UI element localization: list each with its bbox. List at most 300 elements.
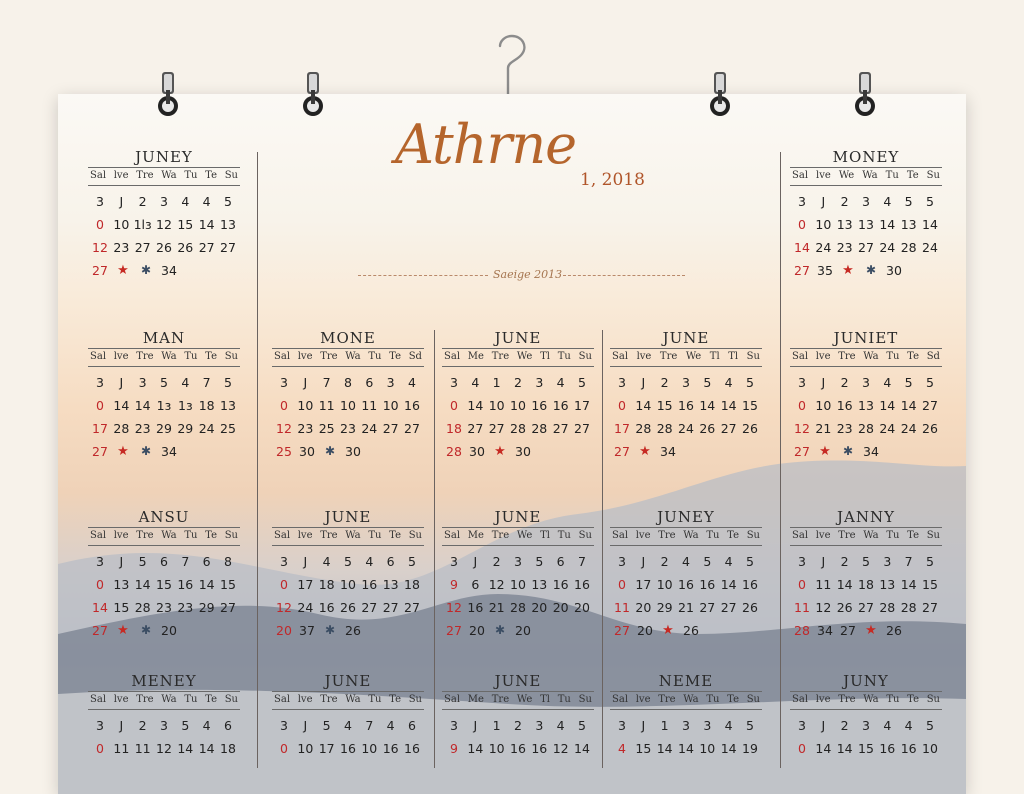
day-cell: 12: [156, 741, 172, 756]
day-cell: 27: [552, 421, 569, 436]
day-cell: 14: [574, 741, 590, 756]
day-cell: 3: [798, 718, 806, 733]
weekday-label: Sal: [274, 530, 291, 541]
weekday-label: Tre: [136, 530, 154, 541]
weekday-label: Sal: [444, 530, 461, 541]
month-block: [86, 672, 242, 760]
day-cell: 24: [900, 421, 917, 436]
week-row: [86, 190, 242, 213]
weekday-label: Tre: [838, 351, 856, 362]
weekday-label: Su: [224, 170, 238, 181]
week-row: [270, 714, 426, 737]
day-cell: 16: [467, 600, 484, 615]
weekday-label: Su: [224, 530, 238, 541]
day-cell: 27: [220, 240, 236, 255]
day-cell: 3: [883, 554, 892, 569]
week-row: [788, 213, 944, 236]
day-cell: 10: [699, 741, 716, 756]
day-cell: 10: [488, 398, 505, 413]
column-divider: [602, 330, 603, 768]
day-cell: 5: [407, 554, 416, 569]
weekday-label: Tu: [184, 530, 198, 541]
day-cell: 3: [798, 375, 806, 390]
day-cell: 29: [177, 421, 194, 436]
day-cell: 28: [510, 421, 526, 436]
day-cell: 18: [446, 421, 462, 436]
day-cell: 15: [635, 741, 652, 756]
weekday-label: lve: [816, 170, 831, 181]
day-cell: 0: [96, 217, 104, 232]
day-cell: 17: [614, 421, 630, 436]
weekday-label: Wa: [161, 351, 177, 362]
day-cell: 3: [96, 718, 104, 733]
day-cell: 0: [450, 398, 458, 413]
weekday-label: Su: [578, 351, 592, 362]
day-cell: 3: [280, 375, 288, 390]
weekday-label: Te: [205, 530, 217, 541]
weekday-label: Te: [205, 351, 217, 362]
weekday-label: lve: [635, 694, 651, 705]
day-cell: 34: [660, 444, 676, 459]
day-cell: 16: [382, 741, 399, 756]
month-name: JUNIET: [833, 329, 899, 347]
week-row: [608, 619, 764, 642]
day-cell: 4: [471, 375, 480, 390]
hanger-hook-icon: [478, 34, 538, 96]
day-cell: 5: [745, 554, 754, 569]
day-cell: 17: [92, 421, 108, 436]
day-cell: 0: [798, 577, 806, 592]
day-cell: 12: [552, 741, 569, 756]
day-cell: 27: [404, 600, 420, 615]
weekday-row: [86, 528, 242, 544]
day-cell: 30: [299, 444, 315, 459]
weekday-label: Tu: [706, 530, 720, 541]
day-cell: J: [473, 718, 478, 733]
day-cell: 34: [817, 623, 833, 638]
day-cell: 3: [798, 194, 806, 209]
day-cell: 16: [678, 398, 694, 413]
day-cell: 35: [817, 263, 833, 278]
weekday-label: Wa: [863, 694, 879, 705]
weekday-label: Te: [727, 694, 739, 705]
day-cell: 37: [299, 623, 315, 638]
day-cell: 0: [96, 398, 104, 413]
month-block: [270, 329, 426, 463]
weekday-label: Sal: [90, 351, 107, 362]
day-cell: 4: [682, 554, 690, 569]
weekday-rule: [610, 366, 762, 367]
day-cell: 4: [556, 718, 565, 733]
day-cell: 7: [904, 554, 913, 569]
day-cell: 4: [883, 718, 892, 733]
day-cell: 2: [138, 194, 147, 209]
weekday-label: Su: [746, 694, 760, 705]
day-cell: 9: [450, 741, 458, 756]
day-cell: 15: [220, 577, 236, 592]
day-cell: 26: [922, 421, 938, 436]
day-cell: 6: [223, 718, 232, 733]
weekday-label: Tl: [540, 530, 550, 541]
calendar-year: 1, 2018: [580, 170, 645, 190]
day-cell: 27: [92, 444, 108, 459]
day-cell: 11: [361, 398, 378, 413]
day-cell: 16: [361, 577, 378, 592]
weekday-row: [440, 692, 596, 708]
day-cell: J: [821, 194, 826, 209]
day-cell: J: [303, 554, 308, 569]
day-cell: 3: [798, 554, 806, 569]
day-cell: 29: [198, 600, 215, 615]
day-cell: 14: [720, 398, 737, 413]
day-cell: 14: [900, 398, 917, 413]
month-name: ANSU: [138, 508, 190, 526]
weekday-label: Te: [389, 351, 401, 362]
weekday-label: lve: [636, 351, 652, 362]
weekday-label: Tre: [136, 694, 154, 705]
week-row: [788, 371, 944, 394]
day-cell: 7: [577, 554, 586, 569]
weekday-label: Tre: [136, 351, 154, 362]
week-row: [788, 619, 944, 642]
month-block: [788, 329, 944, 463]
day-cell: 2: [514, 375, 522, 390]
weekday-row: [86, 168, 242, 184]
weekday-label: Su: [926, 694, 940, 705]
day-cell: 10: [340, 398, 356, 413]
week-row: [440, 440, 596, 463]
calendar-title: Athrne: [395, 113, 577, 176]
week-row: [440, 371, 596, 394]
day-cell: 8: [223, 554, 232, 569]
star-icon: ★: [662, 623, 674, 638]
star-icon: ★: [842, 263, 854, 278]
day-cell: 30: [345, 444, 361, 459]
day-cell: 13: [900, 217, 917, 232]
weekday-label: Sal: [90, 530, 107, 541]
day-cell: 27: [720, 421, 737, 436]
weekday-label: Tu: [886, 351, 900, 362]
day-cell: 23: [836, 240, 853, 255]
day-cell: 16: [879, 741, 896, 756]
day-cell: 27: [198, 240, 215, 255]
week-row: [86, 371, 242, 394]
day-cell: 30: [515, 444, 531, 459]
weekday-label: Tu: [184, 170, 198, 181]
day-cell: 7: [365, 718, 374, 733]
week-row: [270, 371, 426, 394]
day-cell: J: [821, 375, 826, 390]
weekday-rule: [88, 185, 240, 186]
day-cell: 3: [862, 718, 870, 733]
day-cell: 5: [577, 718, 586, 733]
day-cell: 4: [724, 718, 733, 733]
day-cell: 27: [574, 421, 590, 436]
day-cell: 3: [138, 375, 147, 390]
day-cell: 3: [514, 554, 522, 569]
day-cell: 26: [156, 240, 172, 255]
day-cell: 0: [280, 741, 288, 756]
month-name: MAN: [142, 329, 186, 347]
day-cell: J: [119, 554, 124, 569]
day-cell: 16: [836, 398, 853, 413]
day-cell: 3: [618, 375, 626, 390]
weekday-label: Wa: [161, 170, 177, 181]
day-cell: J: [303, 718, 308, 733]
week-row: [270, 440, 426, 463]
day-cell: 15: [656, 398, 673, 413]
day-cell: 3: [703, 718, 712, 733]
weekday-label: Tu: [368, 694, 382, 705]
day-cell: 4: [618, 741, 626, 756]
day-cell: 5: [703, 554, 712, 569]
weekday-label: Sd: [408, 351, 422, 362]
day-cell: 14: [720, 577, 737, 592]
month-block: [440, 508, 596, 642]
weekday-label: Wa: [345, 351, 361, 362]
day-cell: 23: [134, 421, 151, 436]
day-cell: 10: [113, 217, 130, 232]
day-cell: J: [641, 718, 646, 733]
day-cell: 6: [160, 554, 168, 569]
weekday-label: Su: [926, 170, 940, 181]
weekday-label: Sal: [792, 351, 809, 362]
day-cell: 2: [138, 718, 147, 733]
day-cell: 12: [794, 421, 810, 436]
week-row: [440, 417, 596, 440]
divider-right: [563, 275, 685, 276]
weekday-label: Tu: [368, 351, 382, 362]
day-cell: 4: [322, 554, 331, 569]
day-cell: 14: [836, 577, 853, 592]
day-cell: 16: [340, 741, 356, 756]
month-block: [270, 508, 426, 642]
day-cell: 3: [535, 375, 544, 390]
weekday-label: Tu: [557, 694, 571, 705]
day-cell: 14: [815, 741, 832, 756]
day-cell: 6: [386, 554, 395, 569]
day-cell: 10: [297, 741, 314, 756]
day-cell: 5: [223, 194, 232, 209]
day-cell: 17: [574, 398, 590, 413]
week-row: [788, 550, 944, 573]
month-name: JUNE: [494, 672, 542, 690]
day-cell: 12: [815, 600, 832, 615]
month-block: [608, 672, 764, 760]
weekday-label: Su: [578, 694, 592, 705]
weekday-label: lve: [113, 351, 129, 362]
binder-clip-icon: [157, 72, 179, 118]
day-cell: 16: [742, 577, 758, 592]
day-cell: 10: [361, 741, 378, 756]
day-cell: 29: [156, 421, 172, 436]
weekday-label: Su: [578, 530, 592, 541]
smudge-icon: ✱: [324, 623, 336, 637]
week-row: [270, 394, 426, 417]
day-cell: J: [821, 718, 826, 733]
weekday-rule: [88, 545, 240, 546]
weekday-label: Te: [205, 694, 217, 705]
day-cell: 15: [742, 398, 758, 413]
day-cell: 27: [794, 444, 810, 459]
week-row: [440, 619, 596, 642]
weekday-label: Sal: [792, 694, 809, 705]
weekday-label: Wa: [863, 351, 879, 362]
weekday-label: Sal: [444, 694, 461, 705]
day-cell: 10: [382, 398, 399, 413]
weekday-label: Sal: [444, 351, 461, 362]
weekday-label: Tu: [368, 530, 382, 541]
day-cell: 19: [742, 741, 758, 756]
day-cell: 5: [904, 194, 913, 209]
day-cell: 4: [386, 718, 395, 733]
day-cell: 27: [858, 240, 874, 255]
day-cell: 3: [450, 554, 458, 569]
day-cell: 34: [161, 444, 177, 459]
star-icon: ★: [117, 623, 129, 638]
day-cell: 14: [656, 741, 673, 756]
day-cell: 11: [815, 577, 832, 592]
weekday-rule: [272, 709, 424, 710]
day-cell: 27: [382, 600, 399, 615]
day-cell: 0: [96, 741, 104, 756]
weekday-label: Wa: [345, 530, 361, 541]
weekday-label: Wa: [862, 170, 878, 181]
day-cell: 25: [318, 421, 335, 436]
day-cell: 20: [276, 623, 292, 638]
day-cell: 2: [840, 718, 849, 733]
weekday-rule: [272, 366, 424, 367]
day-cell: 11: [794, 600, 810, 615]
day-cell: 34: [161, 263, 177, 278]
day-cell: 10: [815, 217, 832, 232]
day-cell: 3: [862, 375, 870, 390]
day-cell: 9: [450, 577, 458, 592]
day-cell: 0: [618, 577, 626, 592]
weekday-label: Tu: [184, 694, 198, 705]
day-cell: 2: [514, 718, 522, 733]
day-cell: 0: [798, 217, 806, 232]
weekday-label: We: [516, 351, 533, 362]
smudge-icon: ✱: [140, 623, 152, 637]
day-cell: 3: [160, 194, 168, 209]
weekday-row: [270, 692, 426, 708]
day-cell: J: [119, 375, 124, 390]
day-cell: 21: [815, 421, 832, 436]
day-cell: 18: [318, 577, 335, 592]
weekday-label: Wa: [683, 694, 699, 705]
weekday-row: [86, 692, 242, 708]
day-cell: 5: [745, 375, 754, 390]
month-block: [608, 508, 764, 642]
week-row: [608, 596, 764, 619]
weekday-rule: [610, 545, 762, 546]
day-cell: 17: [297, 577, 314, 592]
week-row: [86, 236, 242, 259]
weekday-row: [788, 692, 944, 708]
week-row: [608, 394, 764, 417]
weekday-label: Tre: [659, 351, 678, 362]
weekday-label: Sal: [792, 170, 809, 181]
weekday-label: Sal: [612, 530, 629, 541]
day-cell: 26: [683, 623, 699, 638]
month-block: [270, 672, 426, 760]
week-row: [270, 596, 426, 619]
week-row: [788, 440, 944, 463]
day-cell: 27: [699, 600, 716, 615]
day-cell: 14: [198, 577, 215, 592]
day-cell: 16: [678, 577, 694, 592]
day-cell: 4: [724, 554, 733, 569]
day-cell: 13: [531, 577, 548, 592]
week-row: [440, 573, 596, 596]
weekday-label: lve: [635, 530, 651, 541]
day-cell: 28: [635, 421, 652, 436]
weekday-label: Tl: [540, 694, 550, 705]
weekday-rule: [610, 709, 762, 710]
day-cell: 14: [678, 741, 694, 756]
weekday-row: [440, 528, 596, 544]
day-cell: 12: [276, 421, 292, 436]
month-name: JUNE: [494, 508, 542, 526]
weekday-row: [440, 349, 596, 365]
week-row: [86, 573, 242, 596]
day-cell: 14: [198, 741, 215, 756]
day-cell: 28: [858, 421, 874, 436]
day-cell: 21: [678, 600, 694, 615]
weekday-label: lve: [113, 530, 129, 541]
day-cell: 26: [742, 600, 758, 615]
day-cell: 27: [840, 623, 856, 638]
day-cell: 5: [925, 194, 934, 209]
week-row: [608, 737, 764, 760]
day-cell: 26: [742, 421, 758, 436]
weekday-row: [608, 349, 764, 365]
divider-left: [358, 275, 488, 276]
day-cell: 3: [160, 718, 168, 733]
smudge-icon: ✱: [324, 444, 336, 458]
day-cell: 27: [720, 600, 737, 615]
day-cell: 28: [900, 240, 917, 255]
day-cell: 15: [177, 217, 194, 232]
day-cell: 26: [345, 623, 361, 638]
weekday-label: Sal: [274, 694, 291, 705]
day-cell: 11: [318, 398, 335, 413]
day-cell: 4: [904, 718, 913, 733]
day-cell: 14: [177, 741, 194, 756]
weekday-label: Su: [224, 694, 238, 705]
day-cell: 27: [467, 421, 484, 436]
day-cell: 16: [531, 398, 548, 413]
day-cell: 1: [492, 375, 501, 390]
weekday-row: [788, 168, 944, 184]
week-row: [788, 190, 944, 213]
day-cell: 30: [469, 444, 485, 459]
day-cell: 26: [836, 600, 853, 615]
week-row: [788, 417, 944, 440]
month-name: JUNE: [494, 329, 542, 347]
weekday-label: Tu: [706, 694, 720, 705]
weekday-label: Tre: [320, 694, 338, 705]
day-cell: 3: [862, 194, 870, 209]
day-cell: 14: [635, 398, 652, 413]
weekday-label: We: [516, 694, 533, 705]
day-cell: 5: [535, 554, 544, 569]
day-cell: 4: [181, 194, 190, 209]
day-cell: 13: [879, 577, 896, 592]
weekday-rule: [790, 366, 942, 367]
week-row: [86, 596, 242, 619]
